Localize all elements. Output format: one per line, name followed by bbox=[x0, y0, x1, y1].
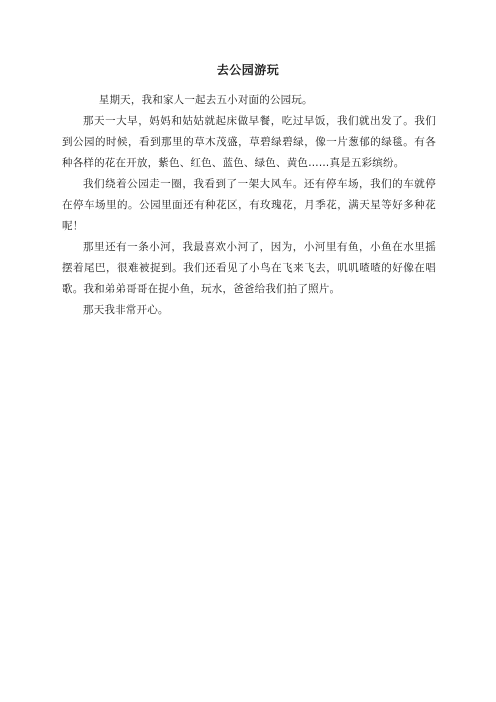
paragraph-5: 那天我非常开心。 bbox=[83, 304, 169, 316]
paragraph-4: 那里还有一条小河，我最喜欢小河了，因为，小河里有鱼，小鱼在水里摇摆着尾巴，很难被捉到。我们还看见了小鸟在飞来飞去，叽叽喳喳的好像在唱歌。我和弟弟哥哥在捉小鱼，玩水，爸爸给我们拍了照片。 bbox=[62, 241, 436, 295]
document-body bbox=[62, 90, 436, 321]
paragraph-2: 那天一大早，妈妈和姑姑就起床做早餐，吃过早饭，我们就出发了。我们到公园的时候，看到那里的草木茂盛，草碧绿碧绿，像一片葱郁的绿毯。有各种各样的花在开放，紫色、红色、蓝色、绿色、黄色……真是五彩缤纷。 bbox=[62, 115, 436, 169]
paragraph-1: 星期天，我和家人一起去五小对面的公园玩。 bbox=[98, 94, 313, 106]
paragraph-3: 我们绕着公园走一圈，我看到了一架大风车。还有停车场，我们的车就停在停车场里的。公园里面还有种花区，有玫瑰花，月季花，满天星等好多种花呢！ bbox=[62, 178, 436, 232]
document-title: 去公园游玩 bbox=[216, 63, 280, 77]
